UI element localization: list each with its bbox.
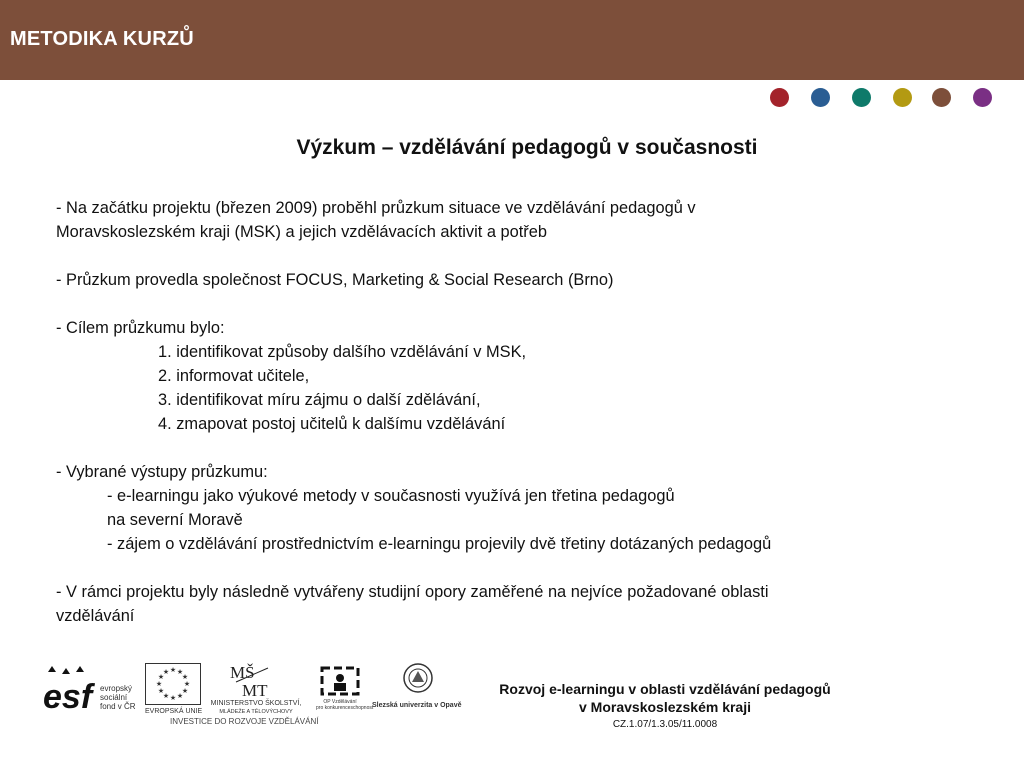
svg-text:MŠ: MŠ [230, 663, 255, 682]
slide-title: Výzkum – vzdělávání pedagogů v současnosti [296, 136, 758, 159]
goal-item: 3. identifikovat míru zájmu o další zdělávání, [158, 391, 481, 409]
svg-text:★: ★ [162, 692, 170, 700]
header-title: METODIKA KURZŮ [10, 28, 194, 50]
purple-dot [973, 88, 992, 107]
brown-dot [932, 88, 951, 107]
svg-text:★: ★ [183, 680, 191, 688]
svg-text:MT: MT [242, 681, 268, 698]
footer-project [490, 680, 840, 732]
eu-logo [145, 663, 201, 718]
svg-text:★: ★ [169, 666, 177, 674]
body-line: - V rámci projektu byly následně vytvářeny studijní opory zaměřené na nejvíce požadované oblasti [56, 583, 769, 601]
svg-text:★: ★ [176, 668, 184, 676]
body-line: - Průzkum provedla společnost FOCUS, Marketing & Social Research (Brno) [56, 271, 614, 289]
esf-logo [42, 666, 142, 716]
footer-code: CZ.1.07/1.3.05/11.0008 [612, 719, 718, 730]
output-item: - e-learningu jako výukové metody v současnosti využívá jen třetina pedagogů [107, 487, 675, 505]
gold-dot [893, 88, 912, 107]
svg-text:★: ★ [181, 673, 189, 681]
header-bar [0, 0, 1024, 80]
output-item: na severní Moravě [107, 511, 243, 529]
goal-item: 4. zmapovat postoj učitelů k dalšímu vzdělávání [158, 415, 506, 433]
su-logo [372, 662, 472, 718]
body-line: Moravskoslezském kraji (MSK) a jejich vzdělávacích aktivit a potřeb [56, 223, 547, 241]
red-dot [770, 88, 789, 107]
esf-wordmark: esf [43, 678, 93, 712]
blue-dot [811, 88, 830, 107]
body-line: - Vybrané výstupy průzkumu: [56, 463, 268, 481]
teal-dot [852, 88, 871, 107]
footer-line-2: v Moravskoslezském kraji [579, 699, 751, 715]
msmt-caption: MINISTERSTVO ŠKOLSTVÍ, MLÁDEŽE A TĚLOVÝCHOVY [210, 700, 302, 715]
body-line: vzdělávání [56, 607, 135, 625]
investice-caption: INVESTICE DO ROZVOJE VZDĚLÁVÁNÍ [170, 717, 319, 726]
eu-flag-icon [145, 663, 201, 705]
msmt-logo [206, 662, 306, 720]
logo-strip [42, 658, 472, 733]
svg-text:★: ★ [169, 694, 177, 702]
body-line: - Na začátku projektu (březen 2009) proběhl průzkum situace ve vzdělávání pedagogů v [56, 199, 696, 217]
goal-item: 1. identifikovat způsoby dalšího vzdělávání v MSK, [158, 343, 527, 361]
goal-item: 2. informovat učitele, [158, 367, 310, 385]
op-logo [316, 666, 372, 722]
eu-caption: EVROPSKÁ UNIE [145, 708, 203, 715]
body-line: - Cílem průzkumu bylo: [56, 319, 225, 337]
svg-text:★: ★ [176, 692, 184, 700]
output-item: - zájem o vzdělávání prostřednictvím e-learningu projevily dvě třetiny dotázaných pedagogů [107, 535, 772, 553]
slide-body [56, 196, 956, 628]
op-caption: OP Vzdělávání pro konkurenceschopnost [316, 699, 374, 711]
svg-text:★: ★ [157, 673, 165, 681]
svg-text:★: ★ [155, 680, 163, 688]
footer-line-1: Rozvoj e-learningu v oblasti vzdělávání pedagogů [499, 681, 831, 697]
svg-text:★: ★ [157, 687, 165, 695]
su-caption: Slezská univerzita v Opavě [372, 702, 462, 709]
svg-text:★: ★ [181, 687, 189, 695]
svg-text:★: ★ [162, 668, 170, 676]
esf-caption: evropský sociální fond v ČR [100, 684, 136, 711]
